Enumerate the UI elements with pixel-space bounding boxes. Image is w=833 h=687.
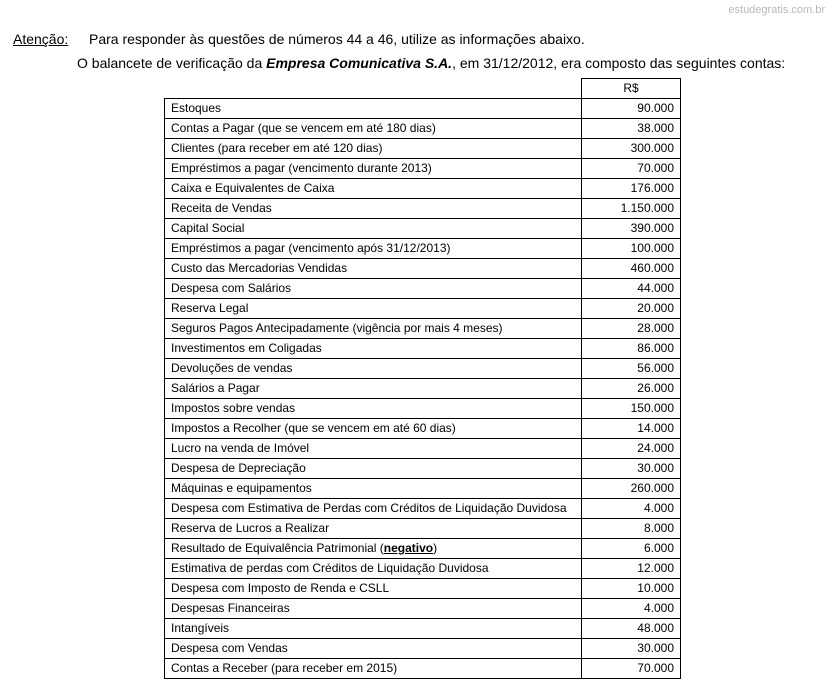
account-value: 4.000 [582, 499, 681, 519]
account-label: Caixa e Equivalentes de Caixa [171, 181, 335, 195]
table-row [165, 459, 681, 479]
account-name [165, 399, 582, 419]
table-row [165, 239, 681, 259]
table-row [165, 379, 681, 399]
account-value: 86.000 [582, 339, 681, 359]
account-value: 26.000 [582, 379, 681, 399]
account-label: Intangíveis [171, 621, 230, 635]
account-value: 460.000 [582, 259, 681, 279]
account-value: 390.000 [582, 219, 681, 239]
account-label: Investimentos em Coligadas [171, 341, 322, 355]
account-label: Despesa com Vendas [171, 641, 288, 655]
account-name [165, 299, 582, 319]
account-label: Empréstimos a pagar (vencimento durante 2013) [171, 161, 432, 175]
account-name [165, 419, 582, 439]
table-row [165, 219, 681, 239]
account-label: Lucro na venda de Imóvel [171, 441, 310, 455]
account-name [165, 599, 582, 619]
account-label: Máquinas e equipamentos [171, 481, 312, 495]
account-value: 4.000 [582, 599, 681, 619]
balance-table [164, 78, 681, 679]
account-name [165, 359, 582, 379]
account-value: 70.000 [582, 159, 681, 179]
table-row [165, 199, 681, 219]
table-row [165, 539, 681, 559]
account-label: Empréstimos a pagar (vencimento após 31/12/2013) [171, 241, 451, 255]
account-name [165, 439, 582, 459]
account-value: 300.000 [582, 139, 681, 159]
account-label: Capital Social [171, 221, 245, 235]
table-row [165, 119, 681, 139]
negative-emphasis: negativo [383, 541, 434, 555]
account-name [165, 499, 582, 519]
account-name [165, 319, 582, 339]
account-label: Estoques [171, 101, 222, 115]
account-value: 176.000 [582, 179, 681, 199]
table-row [165, 299, 681, 319]
account-label: Impostos a Recolher (que se vencem em até 60 dias) [171, 421, 456, 435]
account-name [165, 639, 582, 659]
account-name [165, 539, 582, 559]
account-label: Seguros Pagos Antecipadamente (vigência por mais 4 meses) [171, 321, 503, 335]
account-label: Despesas Financeiras [171, 601, 290, 615]
table-row [165, 439, 681, 459]
account-name [165, 119, 582, 139]
account-value: 20.000 [582, 299, 681, 319]
account-label: Devoluções de vendas [171, 361, 293, 375]
account-name [165, 139, 582, 159]
statement-before: O balancete de verificação da [77, 55, 267, 71]
account-value: 1.150.000 [582, 199, 681, 219]
table-row [165, 259, 681, 279]
account-value: 150.000 [582, 399, 681, 419]
currency-header: R$ [582, 79, 681, 99]
account-suffix: ) [433, 541, 438, 555]
account-name [165, 659, 582, 679]
account-label: Reserva Legal [171, 301, 249, 315]
account-label: Resultado de Equivalência Patrimonial ( [171, 541, 384, 555]
account-value: 48.000 [582, 619, 681, 639]
account-value: 56.000 [582, 359, 681, 379]
account-value: 30.000 [582, 459, 681, 479]
table-row [165, 339, 681, 359]
table-row [165, 159, 681, 179]
account-name [165, 219, 582, 239]
table-row [165, 619, 681, 639]
account-value: 28.000 [582, 319, 681, 339]
account-name [165, 99, 582, 119]
account-value: 44.000 [582, 279, 681, 299]
account-label: Clientes (para receber em até 120 dias) [171, 141, 383, 155]
account-value: 70.000 [582, 659, 681, 679]
account-label: Despesa com Imposto de Renda e CSLL [171, 581, 390, 595]
account-name [165, 459, 582, 479]
table-row [165, 599, 681, 619]
table-row [165, 399, 681, 419]
account-name [165, 619, 582, 639]
table-row [165, 359, 681, 379]
attention-label: Atenção: [13, 31, 69, 47]
account-name [165, 479, 582, 499]
account-value: 38.000 [582, 119, 681, 139]
account-label: Contas a Pagar (que se vencem em até 180 dias) [171, 121, 436, 135]
account-name [165, 199, 582, 219]
table-row [165, 479, 681, 499]
account-value: 30.000 [582, 639, 681, 659]
account-value: 100.000 [582, 239, 681, 259]
account-value: 14.000 [582, 419, 681, 439]
account-label: Estimativa de perdas com Créditos de Liquidação Duvidosa [171, 561, 489, 575]
attention-text: Para responder às questões de números 44 a 46, utilize as informações abaixo. [89, 31, 585, 47]
account-value: 90.000 [582, 99, 681, 119]
table-row [165, 419, 681, 439]
account-label: Despesa com Estimativa de Perdas com Créditos de Liquidação Duvidosa [171, 501, 567, 515]
table-row [165, 659, 681, 679]
account-value: 8.000 [582, 519, 681, 539]
account-value: 260.000 [582, 479, 681, 499]
table-row [165, 579, 681, 599]
table-row [165, 279, 681, 299]
table-row [165, 559, 681, 579]
account-label: Despesa de Depreciação [171, 461, 306, 475]
header-blank [165, 79, 582, 99]
table-row [165, 519, 681, 539]
account-name [165, 239, 582, 259]
account-label: Impostos sobre vendas [171, 401, 296, 415]
account-name [165, 579, 582, 599]
table-row [165, 319, 681, 339]
account-label: Contas a Receber (para receber em 2015) [171, 661, 398, 675]
account-value: 24.000 [582, 439, 681, 459]
account-name [165, 259, 582, 279]
account-name [165, 379, 582, 399]
attention-line [13, 31, 585, 47]
table-row [165, 139, 681, 159]
statement-line [77, 55, 785, 71]
account-name [165, 339, 582, 359]
account-label: Salários a Pagar [171, 381, 260, 395]
account-label: Custo das Mercadorias Vendidas [171, 261, 348, 275]
account-value: 6.000 [582, 539, 681, 559]
account-label: Reserva de Lucros a Realizar [171, 521, 330, 535]
account-name [165, 279, 582, 299]
table-row [165, 639, 681, 659]
account-value: 10.000 [582, 579, 681, 599]
account-name [165, 179, 582, 199]
watermark: estudegratis.com.br [728, 4, 825, 16]
statement-after: , em 31/12/2012, era composto das seguintes contas: [452, 55, 786, 71]
account-label: Receita de Vendas [171, 201, 272, 215]
account-value: 12.000 [582, 559, 681, 579]
account-label: Despesa com Salários [171, 281, 292, 295]
table-row [165, 99, 681, 119]
company-name: Empresa Comunicativa S.A. [266, 55, 453, 71]
account-name [165, 159, 582, 179]
account-name [165, 559, 582, 579]
table-row [165, 179, 681, 199]
table-row [165, 499, 681, 519]
account-name [165, 519, 582, 539]
table-header-row [165, 79, 681, 99]
